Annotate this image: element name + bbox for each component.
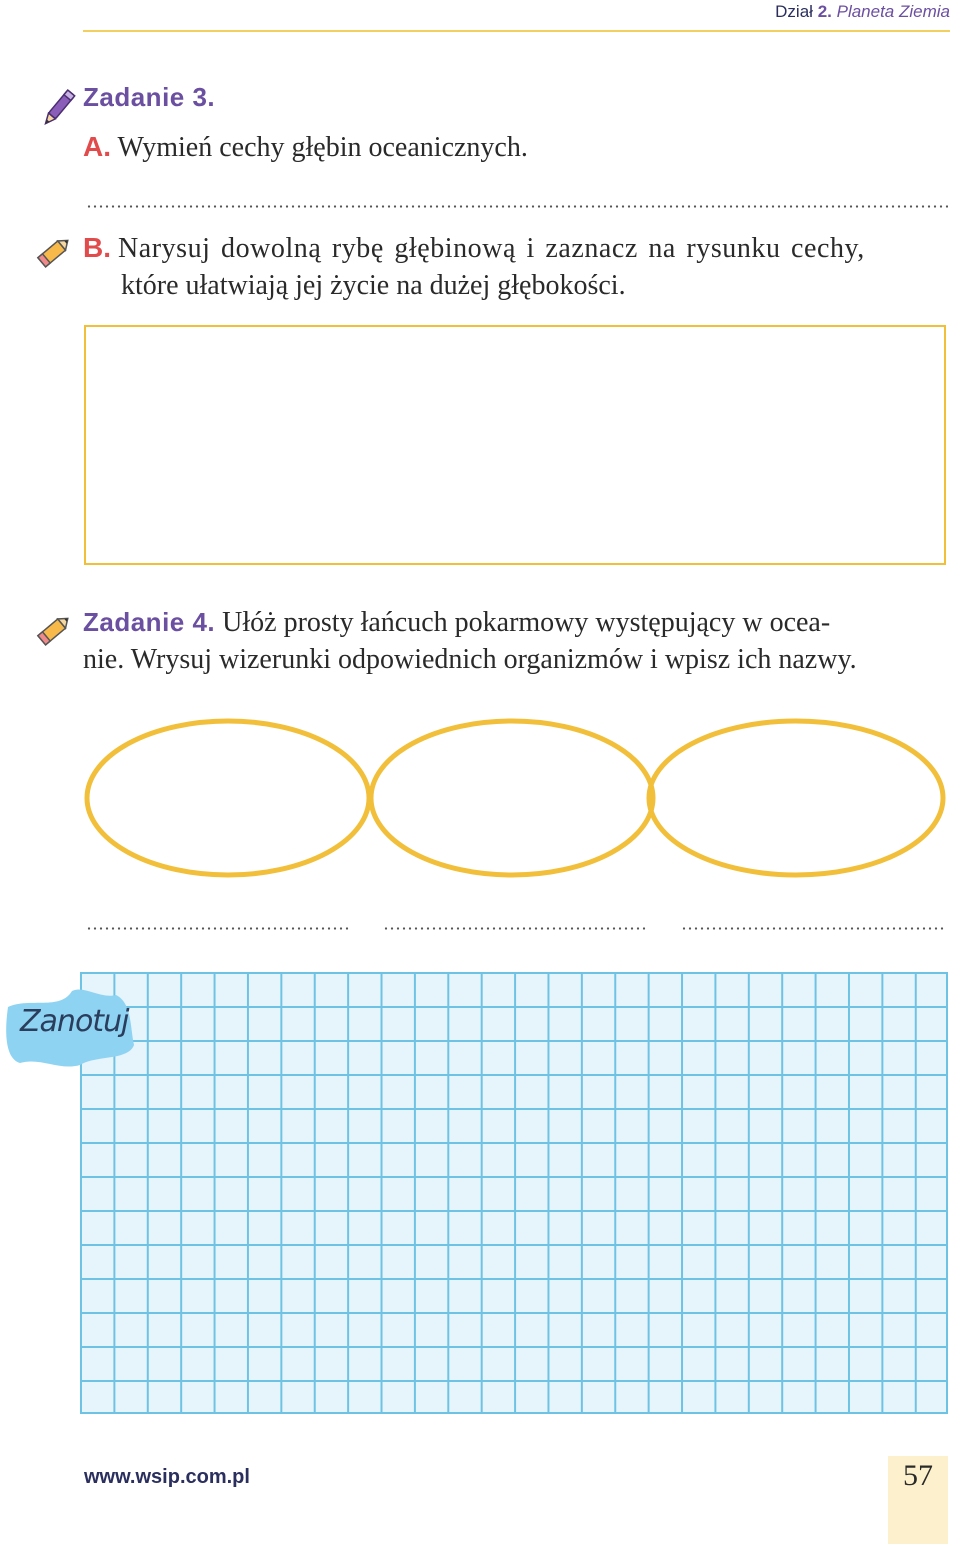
section-name: Planeta Ziemia [836, 2, 950, 21]
page-number: 57 [903, 1459, 933, 1492]
task4-text-line1: Ułóż prosty łańcuch pokarmowy występujący w ocea- [222, 607, 831, 638]
task4-line1 [83, 603, 830, 642]
part-b-text-line1: Narysuj dowolną rybę głębinową i zaznacz na rysunku cechy, [118, 233, 865, 264]
organism-oval-3[interactable] [649, 721, 943, 875]
notes-label: Zanotuj [20, 1004, 129, 1039]
organism-name-line-1[interactable] [86, 927, 350, 930]
drawing-frame[interactable] [84, 325, 946, 565]
pen-icon [38, 86, 78, 130]
task3-part-b-line1 [83, 229, 865, 268]
task3-part-a [83, 128, 528, 167]
answer-line[interactable] [86, 205, 948, 208]
organism-oval-1[interactable] [87, 721, 369, 875]
section-number: 2. [817, 2, 832, 21]
part-a-text: Wymień cechy głębin oceanicznych. [117, 132, 528, 163]
organism-name-line-2[interactable] [383, 927, 647, 930]
task3-title: Zadanie 3. [83, 82, 216, 112]
pencil-icon [34, 232, 74, 272]
part-b-letter: B. [83, 232, 111, 263]
part-a-letter: A. [83, 131, 111, 162]
task3-part-b-line2: które ułatwiają jej życie na dużej głębokości. [121, 270, 626, 301]
notes-grid[interactable] [80, 972, 948, 1414]
task4-title: Zadanie 4. [83, 607, 216, 637]
pencil-icon [34, 610, 74, 650]
publisher-url: www.wsip.com.pl [84, 1466, 250, 1488]
organism-oval-2[interactable] [371, 721, 653, 875]
running-head [775, 2, 950, 22]
header-rule [83, 30, 950, 32]
section-label: Dział [775, 2, 813, 21]
food-chain-ovals [80, 712, 955, 884]
organism-name-line-3[interactable] [681, 927, 946, 930]
task4-line2: nie. Wrysuj wizerunki odpowiednich organizmów i wpisz ich nazwy. [83, 644, 857, 675]
